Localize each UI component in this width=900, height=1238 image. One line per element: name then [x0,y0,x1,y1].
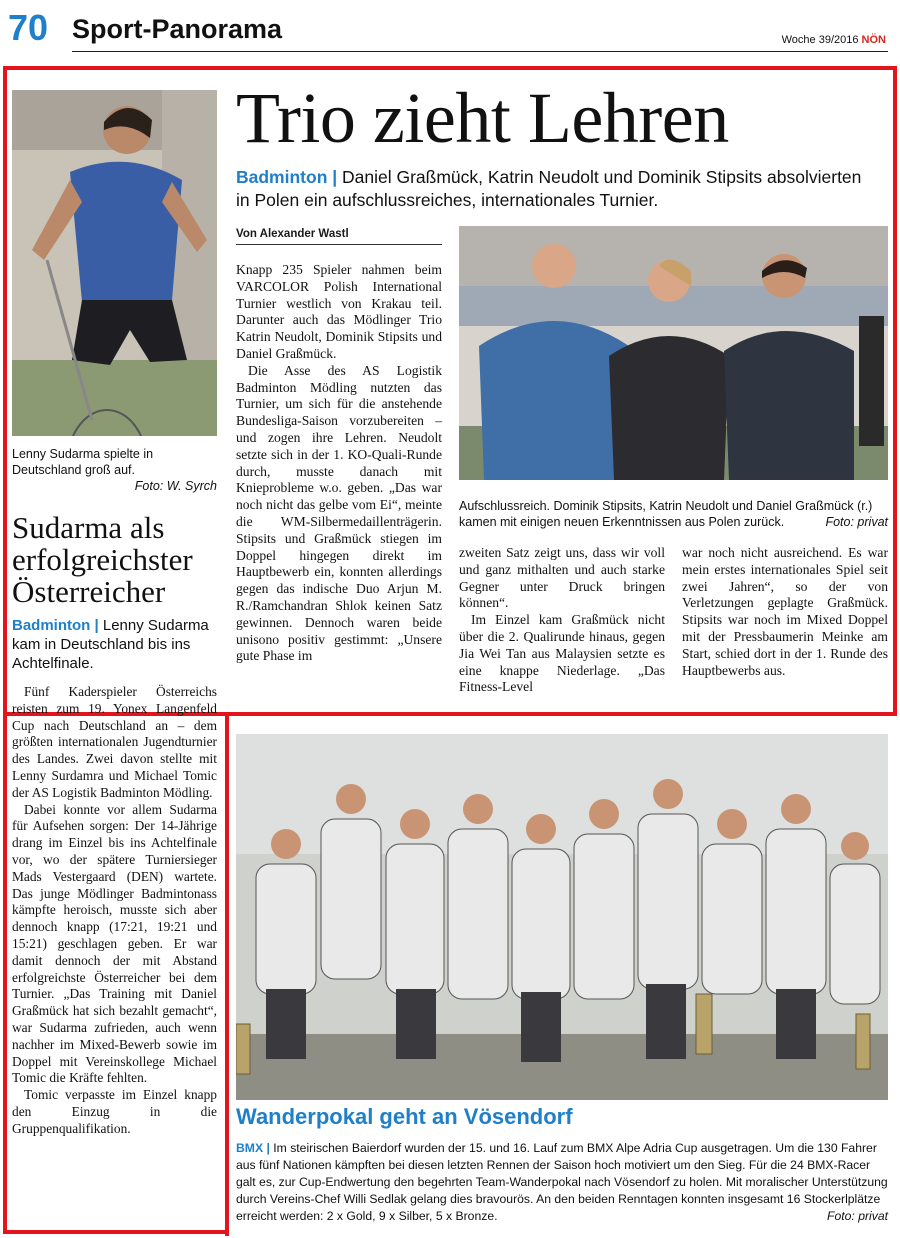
trio-photo-caption [459,498,888,530]
main-paragraph: Die Asse des AS Logistik Badminton Mödling nutzten das Turnier, um sich für die anstehende Bundesliga-Saison vorzubereiten – und zogen ihre Lehren. Neudolt setzte sich in der 1. KO-Quali-Runde durch, musste danach mit Knieprobleme w.o. geben. „Das war noch nicht das gelbe vom Ei“, meinte die WM-Silbermedaillenträgerin. Stipsits und Graßmück stiegen im Doppel hingegen direkt im Hauptbewerb ein, konnten allerdings gegen das indische Duo Arjun M. R./Ramchandran Shlok keinen Satz gewinnen. Dennoch waren beide unisono positiv gestimmt: „Unsere gute Phase im [236,362,442,664]
byline: Von Alexander Wastl [236,228,442,245]
issue-info [782,34,886,46]
main-kicker: Badminton [236,167,328,187]
player-photo-credit: Foto: W. Syrch [134,479,217,493]
bmx-kicker: BMX [236,1141,264,1155]
main-column-1 [236,262,442,665]
main-column-2 [459,545,665,696]
main-kicker-separator: | [327,167,343,187]
main-paragraph: Im Einzel kam Graßmück nicht über die 2. Qualirunde hinaus, gegen Jia Wei Tan aus Malaysien setzte es eine knappe Niederlage. „Das Fitness-Level [459,612,665,695]
trio-caption-text: Aufschlussreich. Dominik Stipsits, Katrin Neudolt und Daniel Graßmück (r.) kamen mit einigen neuen Erkenntnissen aus Polen zurück. [459,499,873,529]
bmx-body [236,1140,888,1225]
main-column-3 [682,545,888,679]
left-paragraph: Dabei konnte vor allem Sudarma für Aufsehen sorgen: Der 14-Jährige drang im Einzel bis ins Achtelfinale vor, wo der spätere Turniersieger Mads Vestergaard (DEN) wartete. Das junge Mödlinger Badmintonass kämpfte heroisch, musste sich aber dennoch knapp (17:21, 19:21 und 15:21) geschlagen geben. Er war damit dennoch der mit Abstand erfolgreichste Österreicher bei dem Turnier. „Das Training mit Daniel Graßmück hat sich bezahlt gemacht“, war Sudarma zufrieden, auch wenn nachher im Mixed-Bewerb sowie im Doppel mit Vereinskollege Michael Tomic die Kräfte fehlten. [12,801,217,1086]
issue-label: Woche 39/2016 [781,34,859,46]
main-paragraph: zweiten Satz zeigt uns, dass wir voll und ganz mithalten und auch starke Gegner unter Druck bringen können“. [459,545,665,611]
left-kicker-separator: | [90,617,103,634]
main-teaser [236,166,876,212]
main-paragraph: Knapp 235 Spieler nahmen beim VARCOLOR Polish International Turnier westlich von Krakau teil. Darunter auch das Mödlinger Trio Katrin Neudolt, Dominik Stipsits und Daniel Graßmück. [236,262,442,361]
left-paragraph: Tomic verpasste im Einzel knapp den Einzug in die Gruppenqualifikation. [12,1087,217,1136]
main-paragraph: war noch nicht ausreichend. Es war mein erstes internationales Spiel seit zwei Jahren“, so der von Verletzungen geplagte Graßmück. Stipsits war noch im Mixed Doppel mit der Pressbaumerin Meinke am Start, schied dort in der 1. Runde des Hauptbewerbs aus. [682,545,888,678]
bmx-team-photo [236,734,888,1100]
player-photo-caption [12,446,217,494]
bmx-body-text: Im steirischen Baierdorf wurden der 15. und 16. Lauf zum BMX Alpe Adria Cup ausgetragen. Um die 130 Fahrer aus fünf Nationen kämpften bei diesen letzten Rennen der Saison hoch motiviert um den Sieg. Für die 24 BMX-Racer galt es, zur Cup-Endwertung den begehrten Team-Wanderpokal nach Vösendorf zu holen. Mit moralischer Unterstützung durch Vereins-Chef Willi Sedlak gelang dies bravourös. An den beiden Renntagen konnten insgesamt 16 Stockerlplätze erreicht werden: 2 x Gold, 9 x Silber, 5 x Bronze. [236,1141,888,1223]
left-kicker: Badminton [12,617,91,634]
left-paragraph: Fünf Kaderspieler Österreichs reisten zum 19. Yonex Langenfeld Cup nach Deutschland an – dem größten internationalen Jugendturnier des Landes. Zwei davon stellte mit Lenny Surdamra und Michael Tomic der AS Logistik Badminton Mödling. [12,684,217,800]
left-teaser [12,616,222,673]
left-column [12,684,217,1138]
trio-photo-credit: Foto: privat [825,515,888,529]
left-headline: Sudarma als erfolgreichster Österreicher [12,510,193,609]
page-number: 70 [8,7,49,48]
bmx-kicker-separator: | [263,1141,274,1155]
bmx-photo-credit: Foto: privat [827,1209,888,1223]
header-rule [72,51,888,52]
bmx-headline: Wanderpokal geht an Vösendorf [236,1104,573,1129]
left-teaser-text: Lenny Sudarma kam in Deutschland bis ins Achtelfinale. [12,617,209,672]
section-title: Sport-Panorama [72,14,283,44]
main-headline: Trio zieht Lehren [236,78,729,158]
main-teaser-text: Daniel Graßmück, Katrin Neudolt und Dominik Stipsits absolvierten in Polen ein aufschlussreiches, internationales Turnier. [236,167,862,210]
trio-photo [459,226,888,480]
player-photo [12,90,217,436]
player-caption-text: Lenny Sudarma spielte in Deutschland groß auf. [12,447,154,477]
brand-logo: NÖN [861,34,886,46]
